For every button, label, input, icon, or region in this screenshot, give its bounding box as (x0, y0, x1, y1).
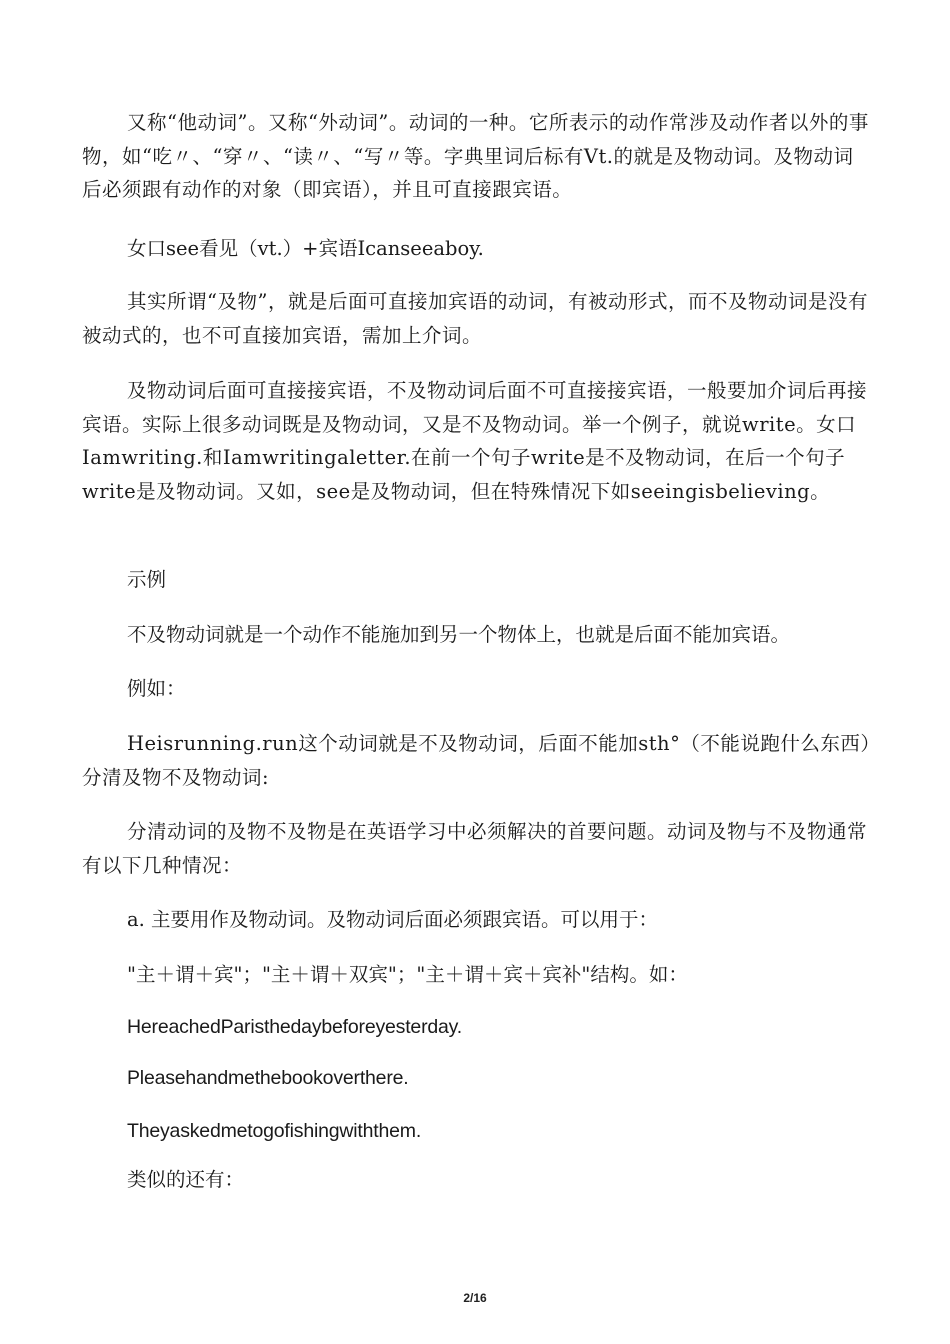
paragraph-transitive-definition: 又称“他动词”。又称“外动词”。动词的一种。它所表示的动作常涉及动作者以外的事物，如“吃〃、“穿〃、“读〃、“写〃等。字典里词后标有Vt.的就是及物动词。及物动词后必须跟有动作的对象（即宾语），并且可直接跟宾语。 (82, 111, 869, 201)
paragraph-running-example: Heisrunning.run这个动词就是不及物动词，后面不能加sth°（不能说跑什么东西）分清及物不及物动词: (82, 732, 871, 789)
paragraph-similar: 类似的还有： (127, 1168, 245, 1191)
paragraph-structures: "主＋谓＋宾"；"主＋谓＋双宾"；"主＋谓＋宾＋宾补"结构。如： (127, 963, 688, 986)
page-number: 2/16 (463, 1291, 487, 1305)
list-item-a: a. 主要用作及物动词。及物动词后面必须跟宾语。可以用于： (127, 908, 659, 931)
paragraph-write-example: 及物动词后面可直接接宾语，不及物动词后面不可直接接宾语，一般要加介词后再接宾语。实际上很多动词既是及物动词，又是不及物动词。举一个例子，就说write。女口Iamwriting.和Iamwritingaletter.在前一个句子write是不及物动词，在后一个句子write是及物动词。又如，see是及物动词，但在特殊情况下如seeingisbelieving。 (82, 379, 868, 503)
paragraph-see-example: 女口see看见（vt.）+宾语Icanseeaboy. (127, 237, 484, 260)
label-for-example: 例如： (127, 677, 186, 700)
example-sentence-1: HereachedParisthedaybeforeyesterday. (127, 1016, 462, 1038)
paragraph-intransitive-definition: 不及物动词就是一个动作不能施加到另一个物体上，也就是后面不能加宾语。 (127, 623, 791, 646)
example-sentence-2: Pleasehandmethebookoverthere. (127, 1067, 409, 1089)
heading-example: 示例 (127, 568, 167, 591)
example-sentence-3: Theyaskedmetogofishingwiththem. (127, 1120, 422, 1142)
paragraph-passive-note: 其实所谓“及物”，就是后面可直接加宾语的动词，有被动形式，而不及物动词是没有被动式的，也不可直接加宾语，需加上介词。 (82, 290, 868, 347)
paragraph-distinguish-intro: 分清动词的及物不及物是在英语学习中必须解决的首要问题。动词及物与不及物通常有以下几种情况： (82, 820, 868, 877)
